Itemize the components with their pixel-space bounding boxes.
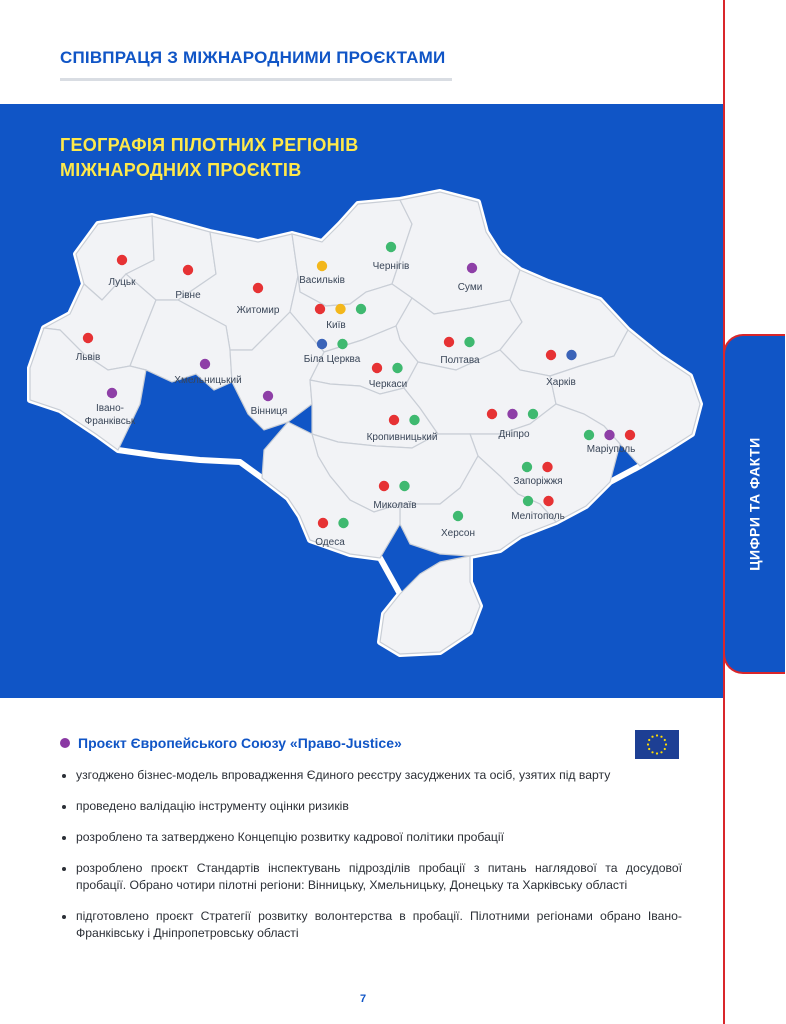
project-dot-yellow [317,261,327,271]
project-results-list [60,767,682,956]
project-dot-purple [200,359,210,369]
project-dot-red [379,481,389,491]
project-dot-green [522,462,532,472]
project-dot-yellow [335,304,345,314]
city-label: Миколаїв [373,500,417,511]
project-dot-red [625,430,635,440]
eu-star-icon [664,748,666,750]
list-item: підготовлено проєкт Стратегії розвитку волонтерства в пробації. Пілотними регіонами обрано Івано-Франківську і Дніпропетровську області [60,908,682,942]
project-color-dot [60,738,70,748]
map-region [380,556,480,654]
page-number: 7 [359,993,367,1005]
project-dot-purple [507,409,517,419]
project-dot-red [546,350,556,360]
side-tab-label: ЦИФРИ ТА ФАКТИ [747,437,764,571]
project-dot-red [318,518,328,528]
eu-star-icon [651,751,653,753]
city-label: Херсон [441,528,475,539]
eu-star-icon [664,739,666,741]
page-section-title: СПІВПРАЦЯ З МІЖНАРОДНИМИ ПРОЄКТАМИ [60,48,446,67]
city-label: Дніпро [498,429,530,440]
project-dot-red [183,265,193,275]
project-dot-green [386,242,396,252]
project-dot-red [444,337,454,347]
eu-star-icon [660,751,662,753]
project-dot-green [528,409,538,419]
eu-star-icon [665,743,667,745]
project-dot-green [392,363,402,373]
eu-star-icon [648,739,650,741]
eu-star-icon [656,752,658,754]
project-dot-green [337,339,347,349]
project-dot-purple [263,391,273,401]
project-dot-blue [566,350,576,360]
project-dot-blue [317,339,327,349]
list-item: розроблено та затверджено Концепцію розвитку кадрової політики пробації [60,829,682,846]
city-label: Маріуполь [586,444,636,455]
eu-star-icon [651,736,653,738]
city-label: Васильків [299,275,345,286]
city-label: Суми [457,282,483,293]
project-dot-red [543,496,553,506]
project-dot-red [315,304,325,314]
side-tab [723,334,785,674]
eu-star-icon [648,748,650,750]
project-dot-purple [467,263,477,273]
city-label: Мелітополь [511,511,565,522]
city-label: Черкаси [368,379,408,390]
project-dot-green [453,511,463,521]
city-label: Полтава [440,355,480,366]
project-dot-red [253,283,263,293]
eu-star-icon [660,736,662,738]
map-heading-line-2: МІЖНАРОДНИХ ПРОЄКТІВ [60,160,302,180]
project-dot-red [389,415,399,425]
project-dot-green [584,430,594,440]
city-label: Харків [546,377,576,388]
city-label: Житомир [236,305,280,316]
eu-star-icon [647,743,649,745]
eu-flag-icon [635,730,679,759]
project-heading [60,735,402,751]
city-label: Кропивницький [366,432,438,443]
city-label: Львів [75,352,101,363]
city-label: Київ [326,320,346,331]
project-dot-red [117,255,127,265]
project-dot-green [464,337,474,347]
project-dot-red [487,409,497,419]
city-label: Івано-Франківськ [84,403,136,427]
ukraine-regions-map [0,104,723,698]
project-dot-green [523,496,533,506]
eu-star-icon [656,734,658,736]
city-label: Хмельницький [174,375,242,386]
project-dot-red [542,462,552,472]
list-item: узгоджено бізнес-модель впровадження Єдиного реєстру засуджених та осіб, узятих під варту [60,767,682,784]
city-label: Запоріжжя [513,476,563,487]
city-label: Чернігів [372,261,410,272]
header-divider [60,78,452,81]
project-dot-red [372,363,382,373]
project-dot-red [83,333,93,343]
project-dot-green [409,415,419,425]
project-dot-purple [604,430,614,440]
city-label: Одеса [315,537,345,548]
map-heading-line-1: ГЕОГРАФІЯ ПІЛОТНИХ РЕГІОНІВ [60,135,359,155]
list-item: проведено валідацію інструменту оцінки ризиків [60,798,682,815]
city-label: Вінниця [250,406,288,417]
project-dot-green [338,518,348,528]
city-label: Біла Церква [303,354,361,365]
list-item: розроблено проєкт Стандартів інспектувань підрозділів пробації з питань наглядової та досудової пробації. Обрано чотири пілотні регіони: Вінницьку, Хмельницьку, Донецьку та Харківську області [60,860,682,894]
project-dot-green [356,304,366,314]
project-title: Проєкт Європейського Союзу «Право-Justice» [78,735,402,751]
city-label: Луцьк [108,277,136,288]
project-dot-purple [107,388,117,398]
city-label: Рівне [175,290,201,301]
project-dot-green [399,481,409,491]
